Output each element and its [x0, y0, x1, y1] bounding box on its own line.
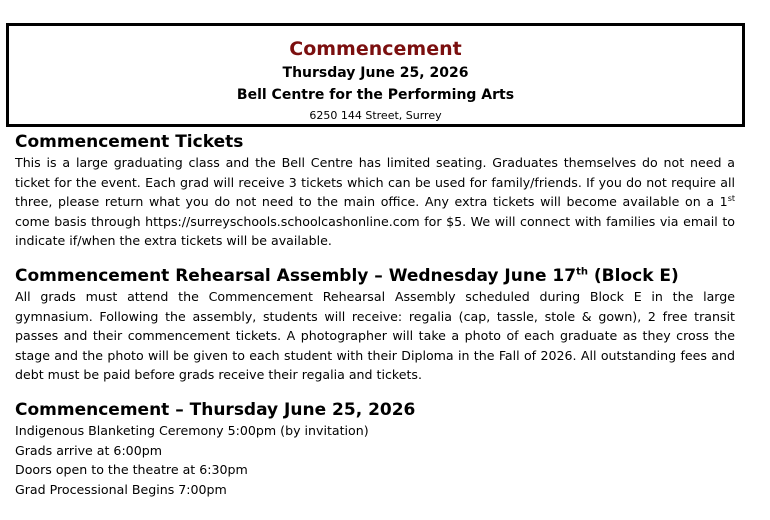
event-date: Thursday June 25, 2026	[282, 65, 469, 81]
schedule-item: Grads arrive at 6:00pm	[15, 442, 162, 458]
rehearsal-paragraph: All grads must attend the Commencement Rehearsal Assembly scheduled during Block E in the large gymnasium. Following the assembly, students will receive: regalia (cap, tassle, stole & gown), 2 free transit passes and their commencement tickets. A photographer will take a photo of each graduate as they cross the stage and the photo will be given to each student with their Diploma in the Fall of 2026. All outstanding fees and debt must be paid before grads receive their regalia and tickets.	[15, 288, 735, 383]
rehearsal-heading-part2: (Block E)	[587, 265, 679, 286]
schedule-item: Doors open to the theatre at 6:30pm	[15, 462, 248, 478]
document-body	[15, 131, 735, 499]
ceremony-heading: Commencement – Thursday June 25, 2026	[15, 399, 416, 420]
page-title: Commencement	[289, 38, 462, 60]
schedule-item: Indigenous Blanketing Ceremony 5:00pm (by invitation)	[15, 422, 369, 438]
tickets-heading: Commencement Tickets	[15, 132, 244, 152]
tickets-text-part2: come basis through https://surreyschools.schoolcashonline.com for $5. We will connect with families via email to indicate if/when the extra tickets will be available.	[15, 213, 735, 249]
rehearsal-heading	[15, 265, 735, 287]
schedule-item: Grad Processional Begins 7:00pm	[15, 481, 227, 497]
header-box	[6, 23, 745, 127]
tickets-text-superscript: st	[727, 194, 735, 203]
tickets-text-part1: This is a large graduating class and the Bell Centre has limited seating. Graduates themselves do not need a ticket for the event. Each grad will receive 3 tickets which can be used for family/friends. If you do not require all three, please return what you do not need to the main office. Any extra tickets will become available on a 1	[15, 155, 735, 210]
rehearsal-heading-superscript: th	[576, 266, 588, 278]
venue-address: 6250 144 Street, Surrey	[309, 109, 442, 122]
tickets-paragraph	[15, 153, 735, 251]
event-venue: Bell Centre for the Performing Arts	[236, 87, 515, 103]
rehearsal-heading-part1: Commencement Rehearsal Assembly – Wednesday June 17	[15, 265, 577, 286]
